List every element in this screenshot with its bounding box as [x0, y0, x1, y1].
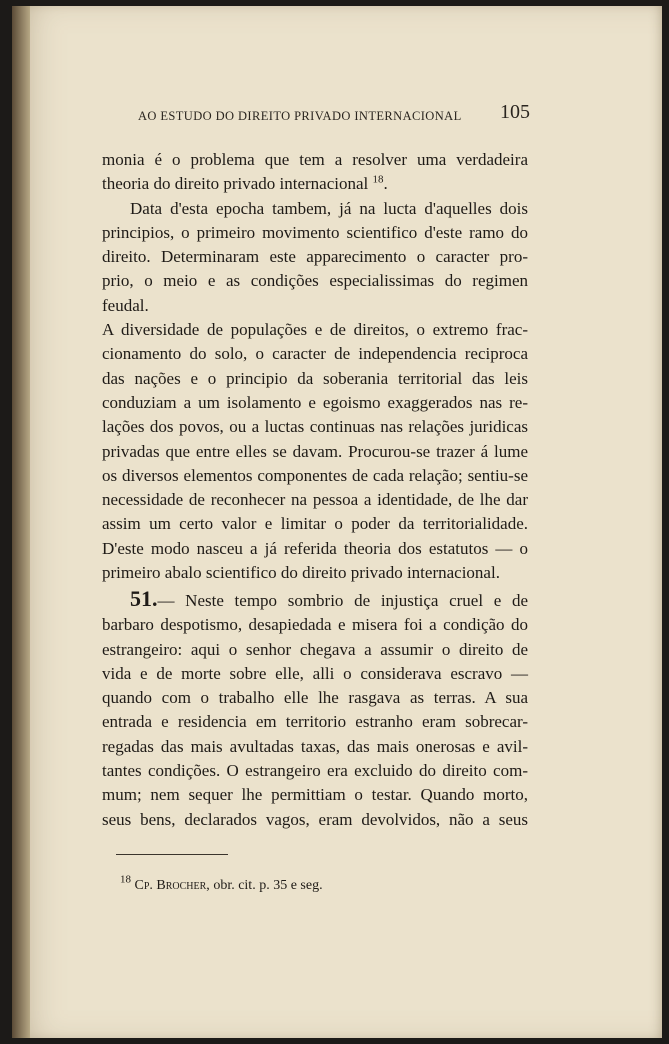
text-line: privadas que entre elles se davam. Procurou-se trazer á lume — [102, 441, 528, 461]
text-line: cionamento do solo, o caracter de independencia reciproca — [102, 344, 528, 364]
text-line: assim um certo valor e limitar o poder da territorialidade. — [102, 514, 528, 534]
text-line: lações dos povos, ou a luctas continuas nas relações juridicas — [102, 417, 528, 437]
text-line: primeiro abalo scientifico do direito privado internacional. — [102, 563, 500, 583]
text-line: D'este modo nasceu a já referida theoria dos estatutos — o — [102, 538, 528, 558]
text-line: theoria do direito privado internacional $^{18}$. — [102, 173, 388, 194]
text-line: tantes condições. O estrangeiro era excluido do direito com- — [102, 761, 528, 781]
text-line: Data d'esta epocha tambem, já na lucta d'aquelles dois — [130, 198, 528, 218]
footnote — [120, 873, 323, 894]
continued-paragraph — [102, 148, 528, 585]
footnote-citation: obr. cit. p. 35 e seg. — [213, 878, 323, 893]
text-line: A diversidade de populações e de direitos, o extremo frac- — [102, 320, 528, 340]
text-line: vida e de morte sobre elle, alli o considerava escravo — — [102, 663, 528, 683]
text-line: conduziam a um isolamento e egoismo exaggerados nas re- — [102, 392, 528, 412]
text-line: estrangeiro: aqui o senhor chegava a assumir o direito de — [102, 639, 528, 659]
section-lead-line: 51.— Neste tempo sombrio de injustiça cruel e de — [130, 586, 528, 611]
section-51 — [102, 587, 528, 832]
footnote-reference: 18 — [372, 173, 384, 186]
text-line: os diversos elementos componentes de cada relação; sentiu-se — [102, 465, 528, 485]
page-number: 105 — [500, 101, 530, 123]
footnote-author: Cp. Brocher, — [134, 878, 210, 893]
text-line: seus bens, declarados vagos, eram devolvidos, não a seus — [102, 809, 528, 829]
text-line: barbaro despotismo, desapiedada e misera foi a condição do — [102, 615, 528, 635]
footnote-divider — [116, 854, 228, 855]
binding-gutter — [12, 6, 30, 1038]
text-line: necessidade de reconhecer na pessoa a identidade, de lhe dar — [102, 490, 528, 510]
running-head: AO ESTUDO DO DIREITO PRIVADO INTERNACIONAL — [138, 109, 462, 123]
text-line: entrada e residencia em territorio estranho eram sobrecar- — [102, 712, 528, 732]
text-line: prio, o meio e as condições especialissimas do regimen feudal. — [102, 271, 528, 315]
book-page — [12, 6, 662, 1038]
text-line: monia é o problema que tem a resolver uma verdadeira — [102, 150, 528, 169]
text-line: quando com o trabalho elle lhe rasgava as terras. A sua — [102, 688, 528, 708]
text-line: mum; nem sequer lhe permittiam o testar. Quando morto, — [102, 785, 528, 805]
section-number: 51. — [130, 586, 158, 611]
text-line: direito. Determinaram este apparecimento o caracter pro- — [102, 247, 528, 267]
text-line: principios, o primeiro movimento scientifico d'este ramo do — [102, 222, 528, 242]
page-header — [130, 101, 530, 127]
text-line: das nações e o principio da soberania territorial das leis — [102, 368, 528, 388]
footnote-marker: 18 — [120, 873, 131, 886]
text-line: regadas das mais avultadas taxas, das mais onerosas e avil- — [102, 736, 528, 756]
